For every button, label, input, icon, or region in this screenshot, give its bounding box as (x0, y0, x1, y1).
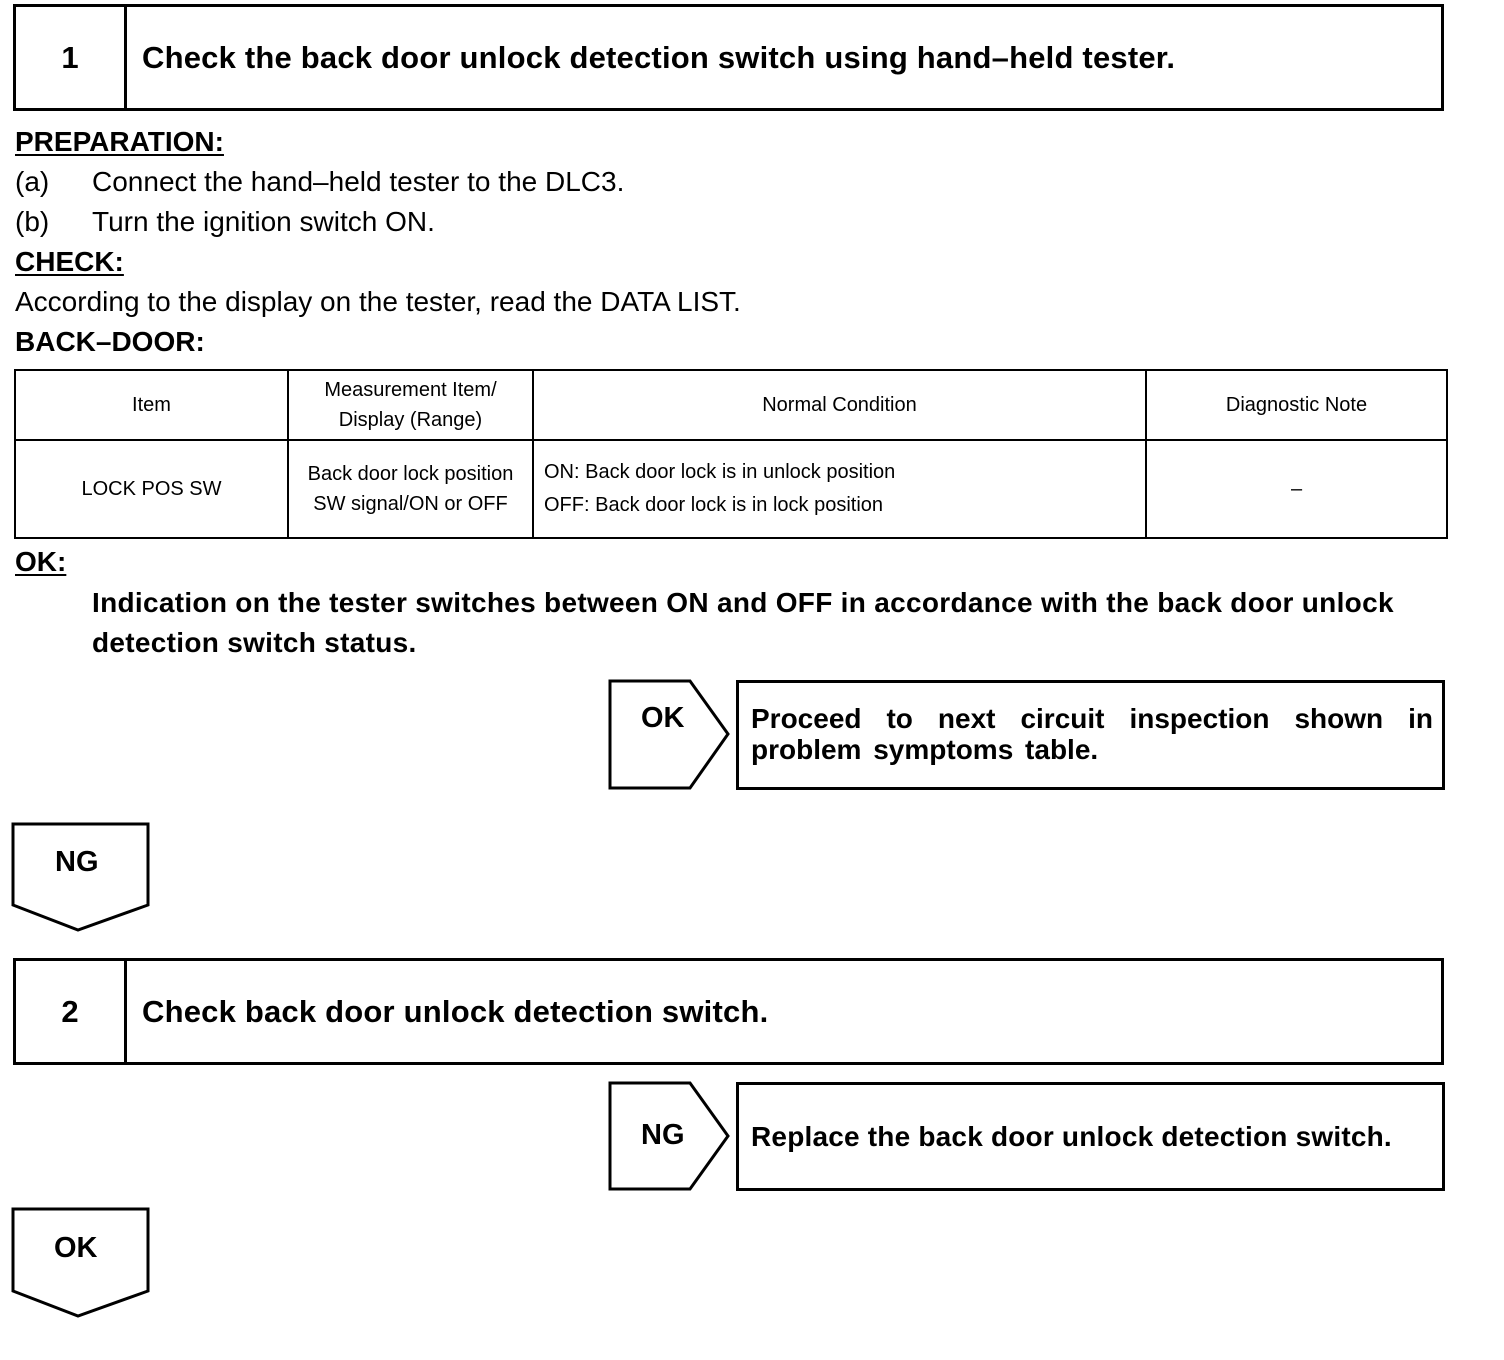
preparation-item-b-text: Turn the ignition switch ON. (92, 206, 435, 237)
step-2-number: 2 (16, 961, 127, 1062)
branch-2-result-text: Replace the back door unlock detection switch. (751, 1121, 1392, 1152)
cell-item: LOCK POS SW (15, 440, 288, 538)
branch-1-tag: OK (641, 702, 685, 734)
normal-on: ON: Back door lock is in unlock position (544, 461, 896, 483)
normal-off: OFF: Back door lock is in lock position (544, 494, 884, 516)
arrow-1-tag: NG (55, 846, 99, 878)
check-text: According to the display on the tester, read the DATA LIST. (15, 286, 741, 317)
step-2-title: Check back door unlock detection switch. (142, 993, 769, 1029)
ok-criteria-text: Indication on the tester switches between ON and OFF in accordance with the back door unlock detection switch status. (92, 587, 1394, 658)
table-row (15, 440, 1447, 538)
step-1-box (13, 4, 1444, 111)
branch-1-result-box (736, 680, 1445, 790)
preparation-item-a-letter: (a) (15, 166, 50, 197)
check-label: CHECK: (15, 246, 124, 277)
step-1-title: Check the back door unlock detection switch using hand–held tester. (142, 39, 1176, 75)
branch-1-result-text: Proceed to next circuit inspection shown in problem symptoms table. (751, 703, 1433, 765)
header-measurement: Measurement Item/ Display (Range) (288, 370, 533, 440)
preparation-item-b-letter: (b) (15, 206, 50, 237)
header-item: Item (15, 370, 288, 440)
branch-2-tag: NG (641, 1119, 685, 1151)
cell-diagnostic-note: – (1146, 440, 1447, 538)
table-header-row (15, 370, 1447, 440)
header-diagnostic-note: Diagnostic Note (1146, 370, 1447, 440)
ok-branch-arrow-icon (608, 679, 732, 792)
header-normal-condition: Normal Condition (533, 370, 1146, 440)
preparation-label: PREPARATION: (15, 126, 224, 157)
step-1-number: 1 (16, 7, 127, 108)
arrow-2-tag: OK (54, 1232, 98, 1264)
table-title: BACK–DOOR: (15, 326, 205, 357)
step-2-box (13, 958, 1444, 1065)
ok-label: OK: (15, 546, 67, 577)
data-list-table (14, 369, 1448, 539)
cell-measurement: Back door lock position SW signal/ON or OFF (288, 440, 533, 538)
preparation-item-a-text: Connect the hand–held tester to the DLC3. (92, 166, 625, 197)
branch-2-result-box (736, 1082, 1445, 1191)
cell-normal-condition (533, 440, 1146, 538)
